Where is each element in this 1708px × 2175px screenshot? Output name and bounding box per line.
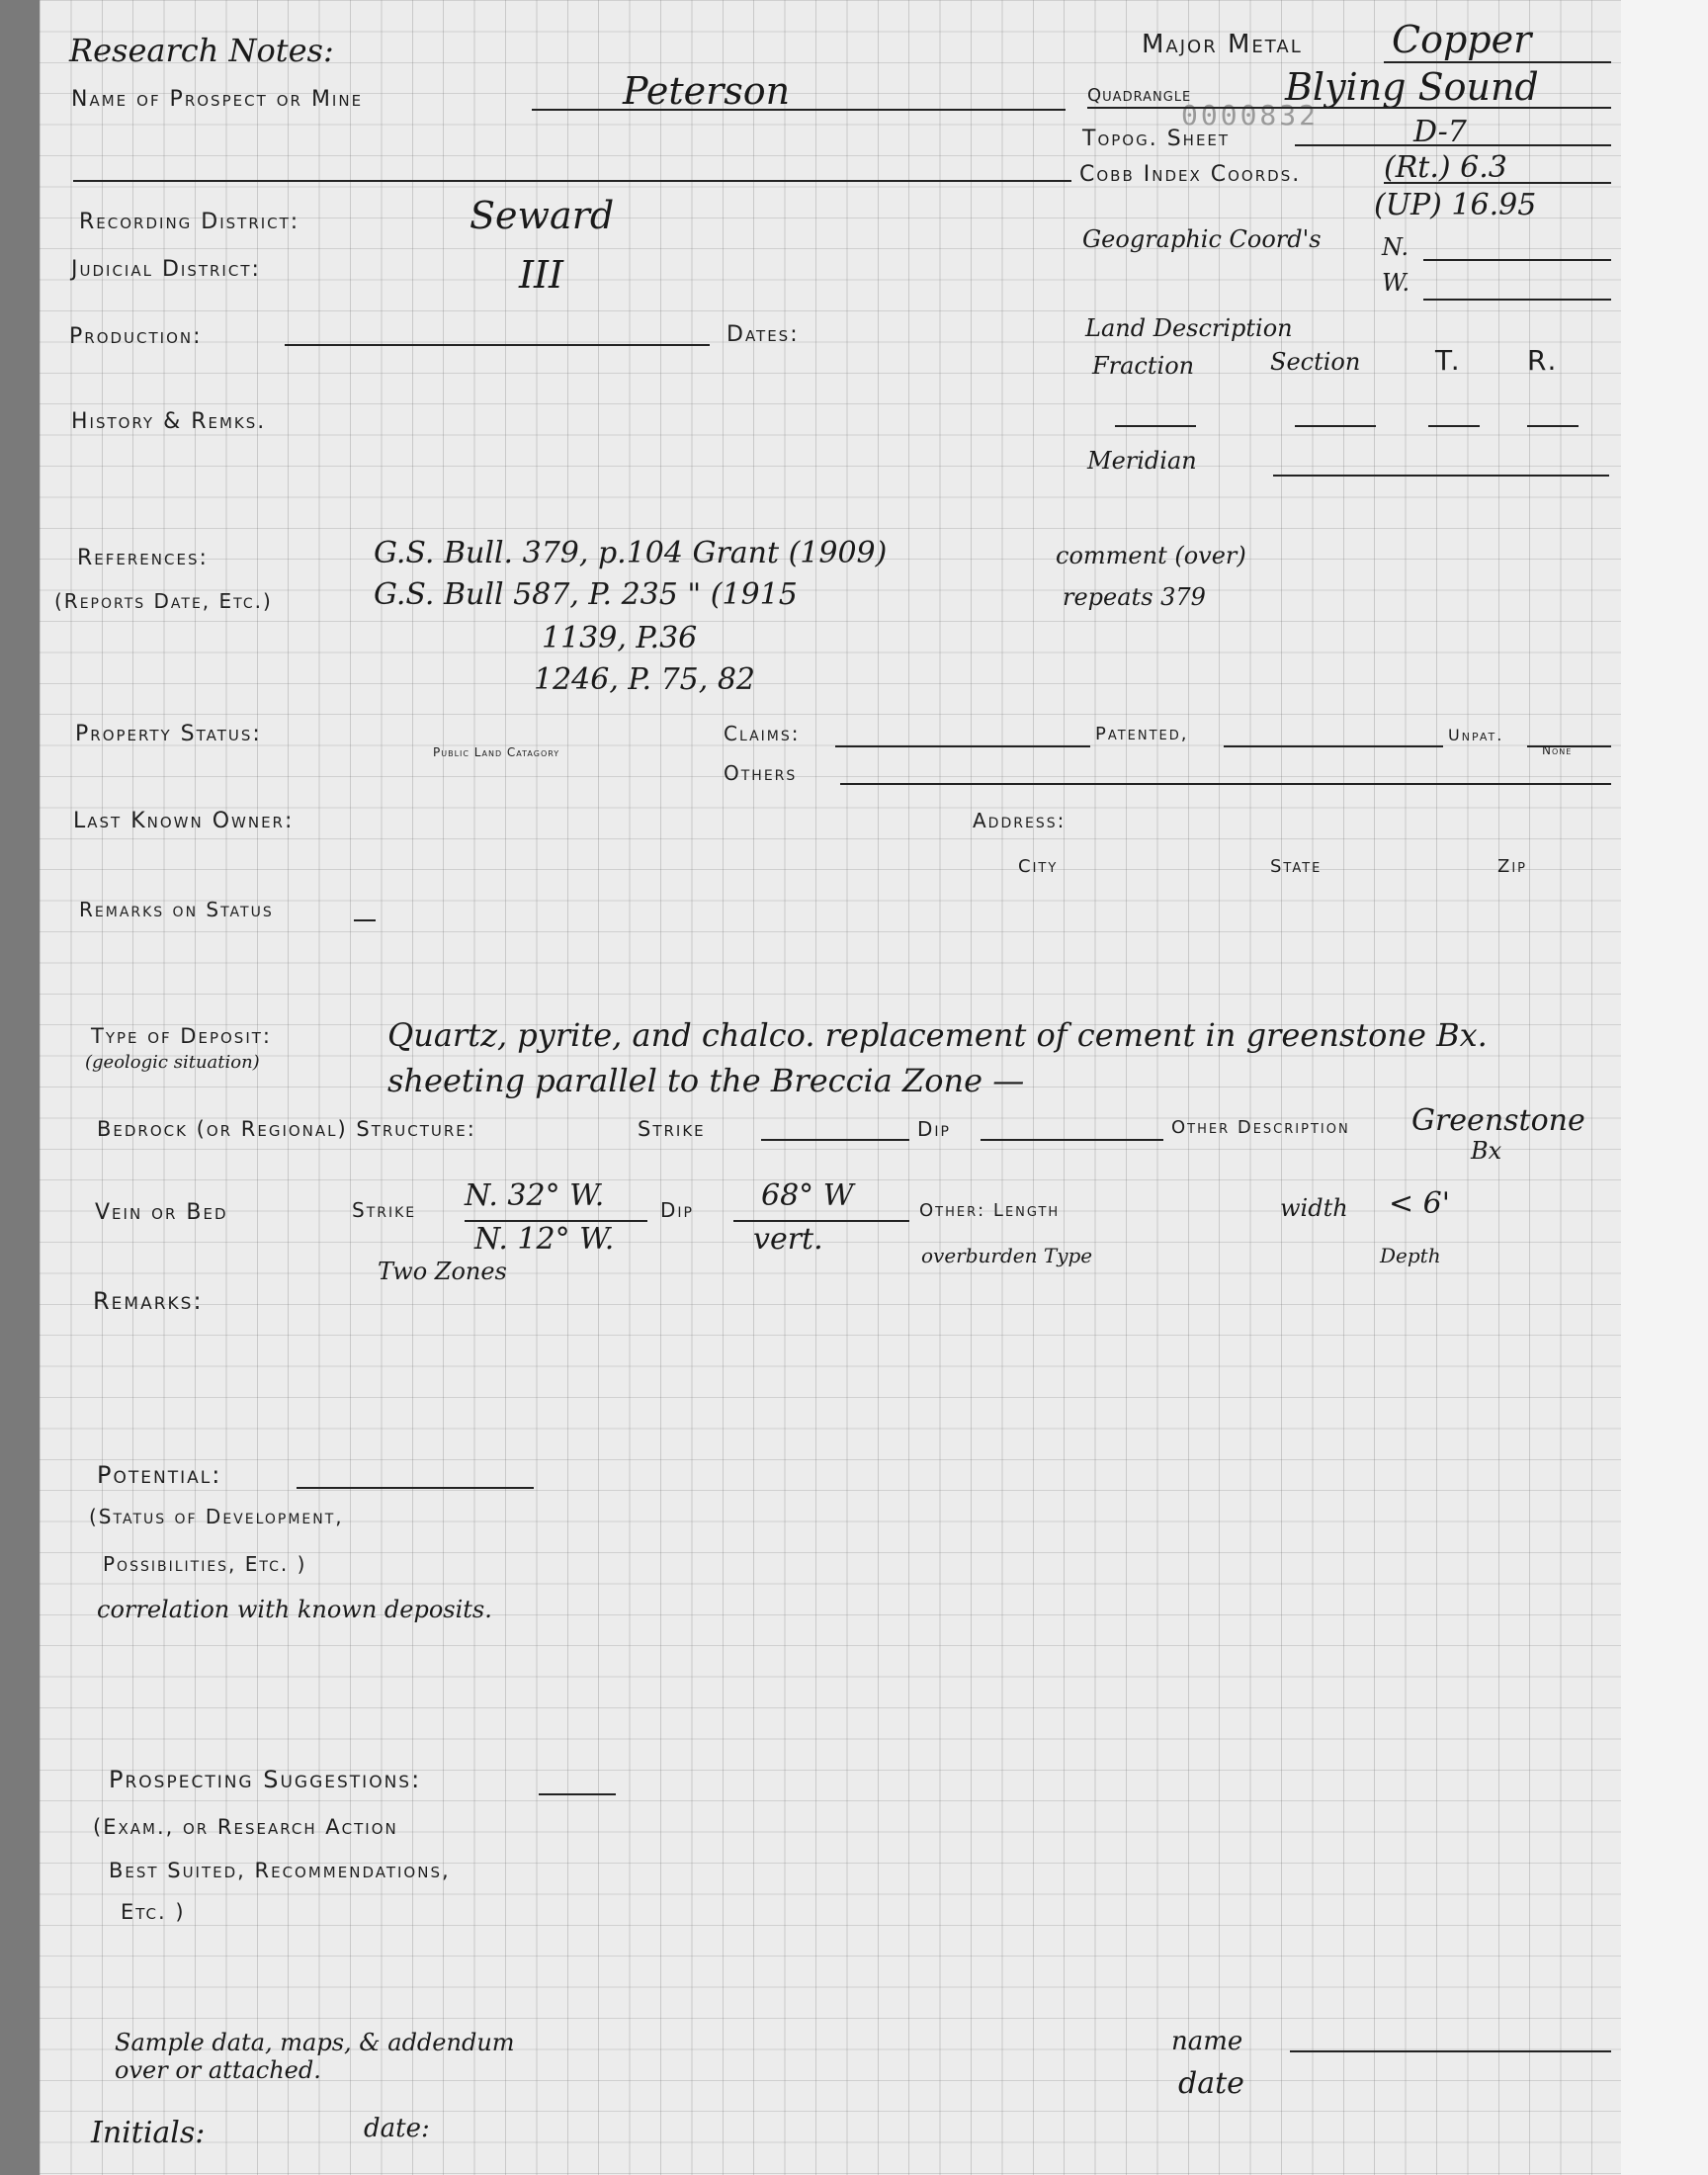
patented-line [1224, 745, 1443, 747]
state-label: State [1270, 856, 1323, 877]
vein-dip-2: vert. [753, 1222, 823, 1257]
potential-line [297, 1487, 534, 1489]
prospecting-note-3: Etc. ) [121, 1900, 186, 1924]
fraction-line [1115, 425, 1196, 427]
prospecting-note-2: Best Suited, Recommendations, [109, 1859, 451, 1882]
section-line [1295, 425, 1376, 427]
other-description-value-2: Bx [1471, 1137, 1502, 1165]
document-stamp-number: 0000832 [1181, 99, 1320, 131]
reference-comment-2: repeats 379 [1063, 583, 1206, 611]
others-label: Others [724, 761, 798, 785]
quadrangle-value: Blying Sound [1285, 65, 1539, 109]
geo-n-line [1423, 259, 1611, 261]
topog-line [1295, 144, 1611, 146]
date-label: date [1178, 2066, 1244, 2101]
recording-district-label: Recording District: [79, 210, 300, 234]
vein-dip-label: Dip [660, 1198, 694, 1222]
potential-label: Potential: [97, 1461, 222, 1489]
research-notes-title: Research Notes: [69, 32, 334, 69]
topog-sheet-value: D-7 [1413, 115, 1467, 149]
vein-dip-1: 68° W [761, 1178, 854, 1213]
bedrock-structure-label: Bedrock (or Regional) Structure: [97, 1117, 476, 1141]
cobb-up-value: (UP) 16.95 [1374, 188, 1537, 222]
bedrock-strike-label: Strike [638, 1117, 706, 1141]
potential-note-3: correlation with known deposits. [97, 1596, 492, 1623]
name-line [1290, 2050, 1611, 2052]
township-line [1428, 425, 1480, 427]
other-description-value: Greenstone [1411, 1103, 1585, 1138]
footer-date-label: date: [364, 2114, 430, 2143]
geo-n-label: N. [1382, 233, 1409, 261]
claims-label: Claims: [724, 722, 801, 745]
range-line [1527, 425, 1579, 427]
history-remarks-label: History & Remks. [71, 409, 267, 434]
meridian-line [1273, 475, 1609, 477]
property-status-label: Property Status: [75, 722, 262, 746]
vein-strike-1: N. 32° W. [465, 1178, 605, 1213]
prospect-name-value: Peterson [623, 69, 791, 113]
sample-data-note-1: Sample data, maps, & addendum [115, 2029, 515, 2056]
vein-strike-2: N. 12° W. [474, 1222, 615, 1257]
cobb-index-label: Cobb Index Coords. [1079, 162, 1302, 187]
prospecting-note-1: (Exam., or Research Action [93, 1815, 398, 1839]
reference-line-1: G.S. Bull. 379, p.104 Grant (1909) [374, 536, 888, 570]
reference-line-4: 1246, P. 75, 82 [534, 662, 756, 697]
references-sublabel: (Reports Date, Etc.) [54, 589, 273, 613]
vein-or-bed-label: Vein or Bed [95, 1200, 228, 1225]
zip-label: Zip [1497, 856, 1528, 877]
prospect-name-line [532, 109, 1066, 111]
remarks-status-line [354, 919, 376, 921]
deposit-description-line-2: sheeting parallel to the Breccia Zone — [387, 1062, 1025, 1099]
remarks-label: Remarks: [93, 1287, 204, 1315]
dates-label: Dates: [726, 322, 800, 347]
city-label: City [1018, 856, 1059, 877]
judicial-district-label: Judicial District: [71, 257, 261, 282]
major-metal-label: Major Metal [1142, 30, 1303, 59]
prospect-name-label: Name of Prospect or Mine [71, 87, 364, 112]
last-known-owner-label: Last Known Owner: [73, 809, 295, 833]
depth-label: Depth [1380, 1244, 1441, 1267]
reference-comment: comment (over) [1056, 542, 1246, 569]
vein-strike-label: Strike [352, 1198, 417, 1222]
potential-note-2: Possibilities, Etc. ) [103, 1552, 307, 1576]
others-line [840, 783, 1611, 785]
references-label: References: [77, 546, 209, 570]
sample-data-note-2: over or attached. [115, 2056, 321, 2084]
geographic-coords-label: Geographic Coord's [1082, 225, 1322, 253]
type-of-deposit-sublabel: (geologic situation) [85, 1052, 260, 1073]
geo-w-label: W. [1382, 269, 1410, 297]
claims-line [835, 745, 1090, 747]
patented-label: Patented, [1095, 724, 1189, 744]
unpatented-none: None [1542, 743, 1573, 757]
deposit-description-line-1: Quartz, pyrite, and chalco. replacement of cement in greenstone Bx. [387, 1016, 1488, 1054]
bedrock-dip-line [981, 1139, 1163, 1141]
major-metal-value: Copper [1392, 18, 1532, 61]
width-value: < 6' [1389, 1186, 1451, 1221]
name-label: name [1171, 2027, 1243, 2056]
township-label: T. [1435, 344, 1462, 377]
remarks-on-status-label: Remarks on Status [79, 898, 274, 921]
meridian-label: Meridian [1087, 447, 1197, 475]
prospecting-suggestions-label: Prospecting Suggestions: [109, 1766, 422, 1793]
recording-district-value: Seward [470, 194, 615, 237]
address-label: Address: [973, 809, 1067, 832]
geo-w-line [1423, 299, 1611, 301]
initials-label: Initials: [91, 2116, 206, 2150]
production-label: Production: [69, 324, 203, 349]
bedrock-dip-label: Dip [917, 1117, 951, 1141]
prospecting-line [539, 1793, 616, 1795]
cobb-rt-value: (Rt.) 6.3 [1384, 150, 1507, 185]
fraction-label: Fraction [1092, 352, 1195, 380]
overburden-type-label: overburden Type [921, 1244, 1093, 1267]
production-line [285, 344, 710, 346]
blank-line [73, 180, 1071, 182]
section-label: Section [1270, 348, 1361, 376]
major-metal-line [1384, 61, 1611, 63]
reference-line-3: 1139, P.36 [542, 621, 698, 655]
quadrangle-label: Quadrangle [1087, 85, 1192, 106]
reference-line-2: G.S. Bull 587, P. 235 " (1915 [374, 577, 798, 612]
cobb-line [1384, 182, 1611, 184]
other-description-label: Other Description [1171, 1117, 1350, 1138]
judicial-district-value: III [519, 253, 564, 297]
two-zones-note: Two Zones [378, 1258, 507, 1285]
potential-note-1: (Status of Development, [89, 1505, 344, 1528]
public-land-category: Public Land Catagory [433, 745, 560, 759]
land-description-label: Land Description [1085, 314, 1293, 342]
width-label: width [1280, 1194, 1348, 1222]
range-label: R. [1527, 344, 1559, 377]
type-of-deposit-label: Type of Deposit: [91, 1024, 272, 1048]
bedrock-strike-line [761, 1139, 909, 1141]
quadrangle-line [1087, 107, 1611, 109]
topog-sheet-label: Topog. Sheet [1082, 127, 1231, 151]
unpatented-label: Unpat. [1448, 726, 1504, 744]
scan-margin [1621, 0, 1708, 2175]
other-length-label: Other: Length [919, 1200, 1061, 1221]
